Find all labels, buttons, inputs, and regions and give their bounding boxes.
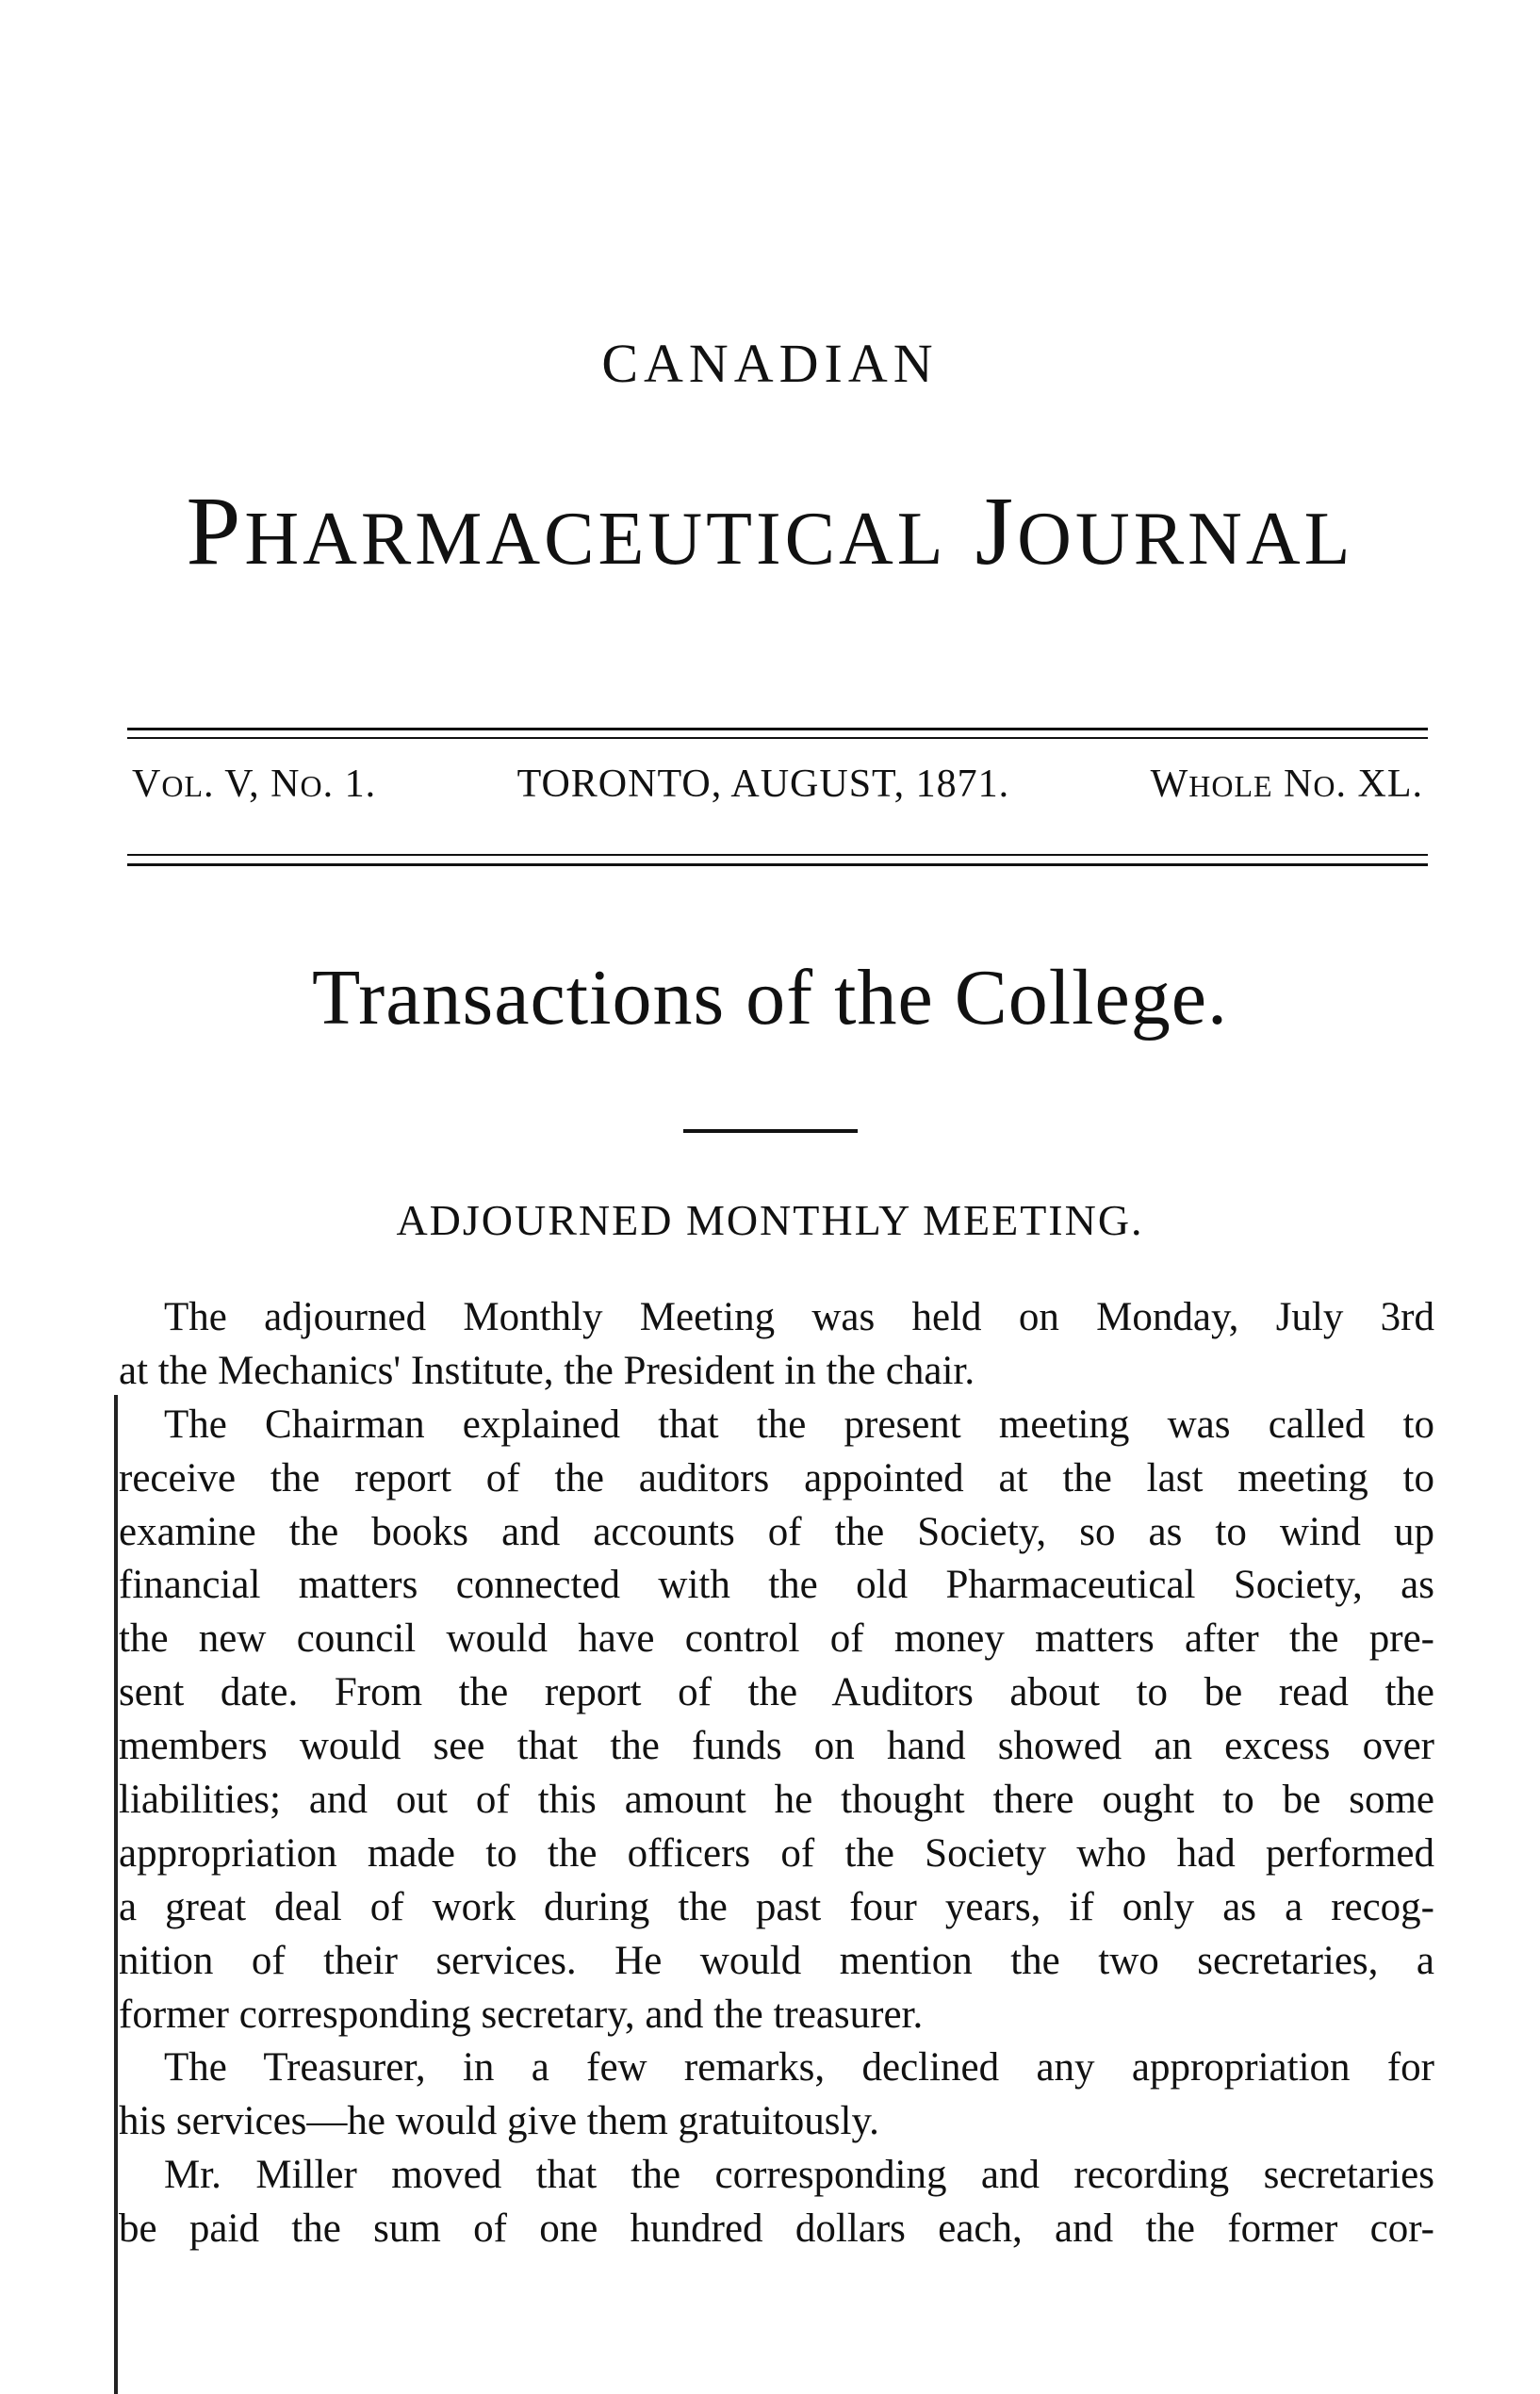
section-divider [683,1129,858,1133]
scan-margin-mark [114,1395,118,2394]
body-line: financial matters connected with the old Pharmaceutical Society, as [119,1563,1434,1608]
issue-info-line [132,762,1423,807]
body-line: Mr. Miller moved that the corresponding and recording secretaries [164,2153,1434,2198]
section-title: Transactions of the College. [311,954,1229,1041]
body-line: receive the report of the auditors appointed at the last meeting to [119,1455,1434,1500]
body-line: sent date. From the report of the Auditors about to be read the [119,1670,1434,1715]
title-initial-p: P [186,477,245,585]
body-line: The adjourned Monthly Meeting was held on Monday, July 3rd [164,1295,1434,1339]
place-and-date: TORONTO, AUGUST, 1871. [516,762,1010,806]
body-line: be paid the sum of one hundred dollars each, and the former cor- [119,2206,1434,2252]
body-line: The Chairman explained that the present meeting was called to [164,1402,1434,1447]
body-line: a great deal of work during the past four years, if only as a recog- [119,1884,1434,1929]
body-line: at the Mechanics' Institute, the President in the chair. [119,1348,975,1393]
whole-number: WHOLE NO. XL. [1150,762,1423,806]
article-body [119,1291,1434,2256]
journal-title [0,477,1540,585]
body-line: The Treasurer, in a few remarks, declined any appropriation for [164,2045,1434,2091]
body-line: his services—he would give them gratuitously. [119,2099,879,2144]
volume-number: VOL. V, NO. 1. [132,762,377,806]
body-line: former corresponding secretary, and the treasurer. [119,1992,924,2037]
header-rule-bottom-2 [127,863,1428,866]
meeting-heading: ADJOURNED MONTHLY MEETING. [396,1196,1144,1244]
body-line: examine the books and accounts of the Society, so as to wind up [119,1509,1434,1554]
body-line: liabilities; and out of this amount he thought there ought to be some [119,1778,1434,1823]
title-pharmaceutical-smallcaps: HARMACEUTICAL [244,498,947,581]
body-line: nition of their services. He would mention the two secretaries, a [119,1938,1434,1983]
body-line: appropriation made to the officers of the Society who had performed [119,1830,1434,1876]
journal-kicker: CANADIAN [601,333,939,394]
header-rule-top-1 [127,728,1428,730]
body-line: the new council would have control of money matters after the pre- [119,1616,1434,1662]
title-journal-smallcaps: OURNAL [1017,498,1354,581]
header-rule-bottom-1 [127,854,1428,856]
header-rule-top-2 [127,737,1428,739]
body-line: members would see that the funds on hand showed an excess over [119,1724,1434,1769]
title-initial-j: J [946,477,1018,585]
